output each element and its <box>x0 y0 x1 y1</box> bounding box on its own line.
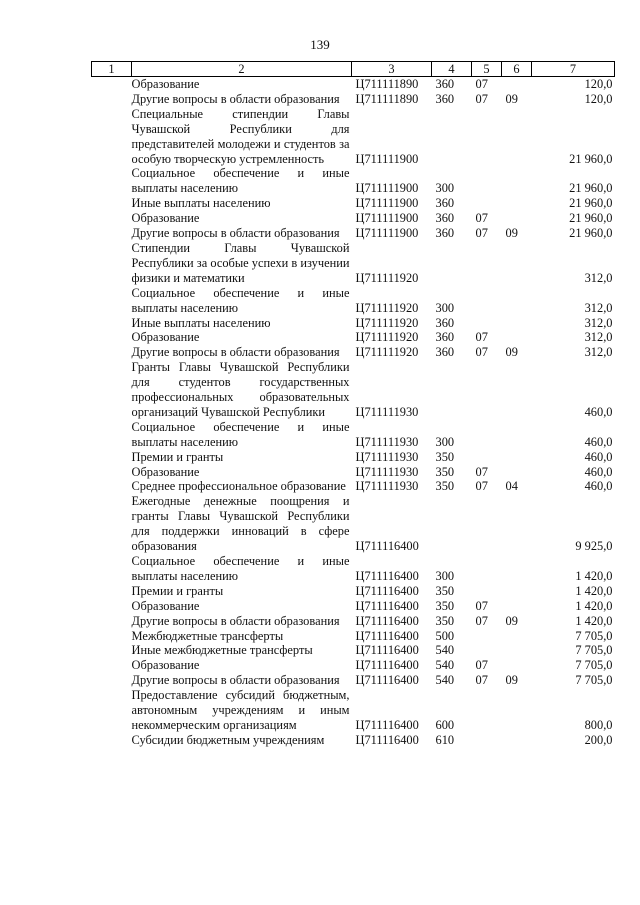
item-name: Стипендии Главы Чувашской Республики за особые успехи в изучении физики и математики <box>131 240 350 285</box>
amount-value: 460,0 <box>584 449 613 464</box>
section-code <box>472 360 502 420</box>
amount-value: 7 705,0 <box>575 658 613 673</box>
blank-cell <box>92 420 132 450</box>
table-row <box>92 643 615 658</box>
section-code: 07 <box>475 91 488 106</box>
table-row <box>92 420 615 450</box>
table-row <box>92 733 615 748</box>
subsection-code <box>502 211 532 226</box>
target-article-code: Ц711111900 <box>355 226 419 241</box>
blank-cell <box>92 330 132 345</box>
table-row <box>92 77 615 92</box>
blank-cell <box>92 599 132 614</box>
item-name: Иные выплаты населению <box>131 196 271 211</box>
blank-cell <box>92 479 132 494</box>
subsection-code <box>502 733 532 748</box>
section-code: 07 <box>475 211 488 226</box>
expense-type-code: 350 <box>435 583 455 598</box>
item-name: Другие вопросы в области образования <box>131 345 340 360</box>
expense-type-code: 360 <box>435 345 455 360</box>
table-row <box>92 286 615 316</box>
section-code: 07 <box>475 479 488 494</box>
blank-cell <box>92 673 132 688</box>
budget-table <box>91 61 615 748</box>
section-code <box>472 629 502 644</box>
blank-cell <box>92 107 132 167</box>
table-row <box>92 584 615 599</box>
blank-cell <box>92 643 132 658</box>
column-header-2: 2 <box>132 62 352 77</box>
column-header-6: 6 <box>502 62 532 77</box>
blank-cell <box>92 92 132 107</box>
blank-cell <box>92 226 132 241</box>
blank-cell <box>92 554 132 584</box>
section-code: 07 <box>475 77 488 91</box>
expense-type-code: 300 <box>435 181 455 196</box>
blank-cell <box>92 77 132 92</box>
item-name: Другие вопросы в области образования <box>131 613 340 628</box>
item-name: Социальное обеспечение и иные выплаты населению <box>131 166 350 196</box>
blank-cell <box>92 584 132 599</box>
item-name: Субсидии бюджетным учреждениям <box>131 732 325 747</box>
section-code: 07 <box>475 598 488 613</box>
subsection-code: 04 <box>505 479 518 494</box>
target-article-code: Ц711111920 <box>355 330 419 345</box>
blank-cell <box>92 494 132 554</box>
page-number: 139 <box>310 37 330 52</box>
target-article-code: Ц711116400 <box>355 643 419 658</box>
table-row <box>92 479 615 494</box>
target-article-code: Ц711111930 <box>355 404 419 419</box>
section-code: 07 <box>475 330 488 345</box>
section-code <box>472 241 502 286</box>
blank-cell <box>92 241 132 286</box>
expense-type-code <box>432 107 472 167</box>
section-code <box>472 554 502 584</box>
table-row <box>92 345 615 360</box>
target-article-code: Ц711116400 <box>355 583 419 598</box>
amount-value: 21 960,0 <box>569 196 613 211</box>
target-article-code: Ц711111900 <box>355 181 419 196</box>
subsection-code <box>502 629 532 644</box>
item-name: Иные выплаты населению <box>131 315 271 330</box>
table-row <box>92 196 615 211</box>
blank-cell <box>92 733 132 748</box>
table-row <box>92 614 615 629</box>
amount-value: 120,0 <box>584 77 613 91</box>
subsection-code <box>502 465 532 480</box>
amount-value: 312,0 <box>584 270 613 285</box>
subsection-code <box>502 77 532 92</box>
table-row <box>92 107 615 167</box>
table-row <box>92 465 615 480</box>
expense-type-code: 360 <box>435 315 455 330</box>
target-article-code: Ц711111930 <box>355 449 419 464</box>
subsection-code: 09 <box>505 226 518 241</box>
expense-type-code: 600 <box>435 717 455 732</box>
item-name: Другие вопросы в области образования <box>131 91 340 106</box>
blank-cell <box>92 614 132 629</box>
expense-type-code: 540 <box>435 673 455 688</box>
target-article-code: Ц711116400 <box>355 673 419 688</box>
table-row <box>92 360 615 420</box>
table-row <box>92 673 615 688</box>
blank-cell <box>92 450 132 465</box>
table-row <box>92 658 615 673</box>
amount-value: 21 960,0 <box>569 226 613 241</box>
target-article-code: Ц711116400 <box>355 658 419 673</box>
target-article-code: Ц711111930 <box>355 479 419 494</box>
subsection-code <box>502 450 532 465</box>
amount-value: 21 960,0 <box>569 181 613 196</box>
amount-value: 21 960,0 <box>569 151 613 166</box>
expense-type-code: 300 <box>435 568 455 583</box>
blank-cell <box>92 211 132 226</box>
subsection-code <box>502 420 532 450</box>
table-header-row <box>92 62 615 77</box>
expense-type-code: 540 <box>435 643 455 658</box>
expense-type-code: 360 <box>435 211 455 226</box>
column-header-7: 7 <box>532 62 615 77</box>
column-header-3: 3 <box>352 62 432 77</box>
expense-type-code: 360 <box>435 196 455 211</box>
target-article-code: Ц711111930 <box>355 464 419 479</box>
expense-type-code: 360 <box>435 330 455 345</box>
expense-type-code: 360 <box>435 226 455 241</box>
section-code <box>472 494 502 554</box>
subsection-code <box>502 584 532 599</box>
table-row <box>92 241 615 286</box>
item-name: Образование <box>131 598 200 613</box>
section-code: 07 <box>475 226 488 241</box>
target-article-code: Ц711116400 <box>355 628 419 643</box>
target-article-code: Ц711111890 <box>355 91 419 106</box>
expense-type-code: 540 <box>435 658 455 673</box>
amount-value: 21 960,0 <box>569 211 613 226</box>
expense-type-code: 350 <box>435 598 455 613</box>
column-header-4: 4 <box>432 62 472 77</box>
section-code: 07 <box>475 658 488 673</box>
subsection-code: 09 <box>505 91 518 106</box>
target-article-code: Ц711111920 <box>355 270 419 285</box>
amount-value: 1 420,0 <box>575 568 613 583</box>
subsection-code <box>502 166 532 196</box>
subsection-code <box>502 643 532 658</box>
expense-type-code <box>432 360 472 420</box>
table-row <box>92 629 615 644</box>
section-code <box>472 166 502 196</box>
amount-value: 312,0 <box>584 315 613 330</box>
subsection-code <box>502 360 532 420</box>
subsection-code <box>502 286 532 316</box>
subsection-code <box>502 330 532 345</box>
section-code <box>472 107 502 167</box>
item-name: Специальные стипендии Главы Чувашской Республики для представителей молодежи и студентов за особую творческую устремленность <box>131 106 350 166</box>
expense-type-code: 360 <box>435 77 455 91</box>
target-article-code: Ц711111890 <box>355 77 419 91</box>
expense-type-code: 610 <box>435 732 455 747</box>
subsection-code <box>502 554 532 584</box>
subsection-code <box>502 196 532 211</box>
target-article-code: Ц711111920 <box>355 300 419 315</box>
expense-type-code: 360 <box>435 91 455 106</box>
amount-value: 312,0 <box>584 300 613 315</box>
subsection-code <box>502 316 532 331</box>
target-article-code: Ц711111920 <box>355 345 419 360</box>
item-name: Образование <box>131 77 200 91</box>
section-code <box>472 196 502 211</box>
expense-type-code <box>432 241 472 286</box>
item-name: Премии и гранты <box>131 583 224 598</box>
table-row <box>92 554 615 584</box>
item-name: Образование <box>131 464 200 479</box>
subsection-code: 09 <box>505 613 518 628</box>
table-row <box>92 330 615 345</box>
target-article-code: Ц711111930 <box>355 434 419 449</box>
amount-value: 800,0 <box>584 717 613 732</box>
target-article-code: Ц711116400 <box>355 717 419 732</box>
target-article-code: Ц711116400 <box>355 598 419 613</box>
section-code: 07 <box>475 673 488 688</box>
item-name: Социальное обеспечение и иные выплаты населению <box>131 554 350 583</box>
subsection-code <box>502 107 532 167</box>
subsection-code <box>502 241 532 286</box>
table-row <box>92 599 615 614</box>
section-code: 07 <box>475 345 488 360</box>
expense-type-code: 350 <box>435 479 455 494</box>
target-article-code: Ц711116400 <box>355 732 419 747</box>
item-name: Другие вопросы в области образования <box>131 226 340 241</box>
blank-cell <box>92 688 132 733</box>
section-code <box>472 450 502 465</box>
item-name: Образование <box>131 330 200 345</box>
section-code <box>472 286 502 316</box>
target-article-code: Ц711111900 <box>355 196 419 211</box>
target-article-code: Ц711116400 <box>355 568 419 583</box>
amount-value: 7 705,0 <box>575 628 613 643</box>
amount-value: 460,0 <box>584 464 613 479</box>
blank-cell <box>92 316 132 331</box>
amount-value: 7 705,0 <box>575 673 613 688</box>
subsection-code: 09 <box>505 673 518 688</box>
table-row <box>92 226 615 241</box>
table-row <box>92 316 615 331</box>
table-row <box>92 688 615 733</box>
item-name: Образование <box>131 658 200 673</box>
table-row <box>92 92 615 107</box>
expense-type-code <box>432 494 472 554</box>
amount-value: 460,0 <box>584 404 613 419</box>
column-header-5: 5 <box>472 62 502 77</box>
table-row <box>92 166 615 196</box>
table-body <box>92 77 615 748</box>
item-name: Межбюджетные трансферты <box>131 628 284 643</box>
item-name: Гранты Главы Чувашской Республики для студентов государственных профессиональных образовательных организаций Чувашской Республики <box>131 360 350 419</box>
amount-value: 1 420,0 <box>575 613 613 628</box>
expense-type-code: 350 <box>435 449 455 464</box>
item-name: Ежегодные денежные поощрения и гранты Главы Чувашской Республики для поддержки инноваций в сфере образования <box>131 494 350 554</box>
expense-type-code: 350 <box>435 613 455 628</box>
section-code <box>472 584 502 599</box>
amount-value: 7 705,0 <box>575 643 613 658</box>
table-row <box>92 211 615 226</box>
amount-value: 1 420,0 <box>575 583 613 598</box>
subsection-code <box>502 658 532 673</box>
column-header-1: 1 <box>92 62 132 77</box>
subsection-code <box>502 599 532 614</box>
item-name: Среднее профессиональное образование <box>131 479 346 494</box>
section-code <box>472 688 502 733</box>
amount-value: 460,0 <box>584 434 613 449</box>
item-name: Другие вопросы в области образования <box>131 673 340 688</box>
amount-value: 460,0 <box>584 479 613 494</box>
blank-cell <box>92 196 132 211</box>
amount-value: 200,0 <box>584 732 613 747</box>
table-row <box>92 450 615 465</box>
target-article-code: Ц711111900 <box>355 151 419 166</box>
target-article-code: Ц711111920 <box>355 315 419 330</box>
expense-type-code: 300 <box>435 300 455 315</box>
section-code <box>472 733 502 748</box>
amount-value: 312,0 <box>584 330 613 345</box>
blank-cell <box>92 360 132 420</box>
subsection-code: 09 <box>505 345 518 360</box>
target-article-code: Ц711116400 <box>355 539 419 554</box>
expense-type-code: 350 <box>435 464 455 479</box>
blank-cell <box>92 465 132 480</box>
subsection-code <box>502 688 532 733</box>
blank-cell <box>92 166 132 196</box>
section-code: 07 <box>475 613 488 628</box>
blank-cell <box>92 286 132 316</box>
blank-cell <box>92 629 132 644</box>
amount-value: 1 420,0 <box>575 598 613 613</box>
blank-cell <box>92 345 132 360</box>
blank-cell <box>92 658 132 673</box>
table-row <box>92 494 615 554</box>
item-name: Предоставление субсидий бюджетным, автономным учреждениям и иным некоммерческим организациям <box>131 688 350 732</box>
item-name: Образование <box>131 211 200 226</box>
item-name: Иные межбюджетные трансферты <box>131 643 313 658</box>
section-code <box>472 420 502 450</box>
amount-value: 9 925,0 <box>575 539 613 554</box>
amount-value: 120,0 <box>584 91 613 106</box>
subsection-code <box>502 494 532 554</box>
expense-type-code: 300 <box>435 434 455 449</box>
target-article-code: Ц711116400 <box>355 613 419 628</box>
item-name: Премии и гранты <box>131 449 224 464</box>
section-code <box>472 643 502 658</box>
amount-value: 312,0 <box>584 345 613 360</box>
target-article-code: Ц711111900 <box>355 211 419 226</box>
item-name: Социальное обеспечение и иные выплаты населению <box>131 419 350 449</box>
item-name: Социальное обеспечение и иные выплаты населению <box>131 285 350 315</box>
section-code <box>472 316 502 331</box>
section-code: 07 <box>475 464 488 479</box>
expense-type-code: 500 <box>435 628 455 643</box>
